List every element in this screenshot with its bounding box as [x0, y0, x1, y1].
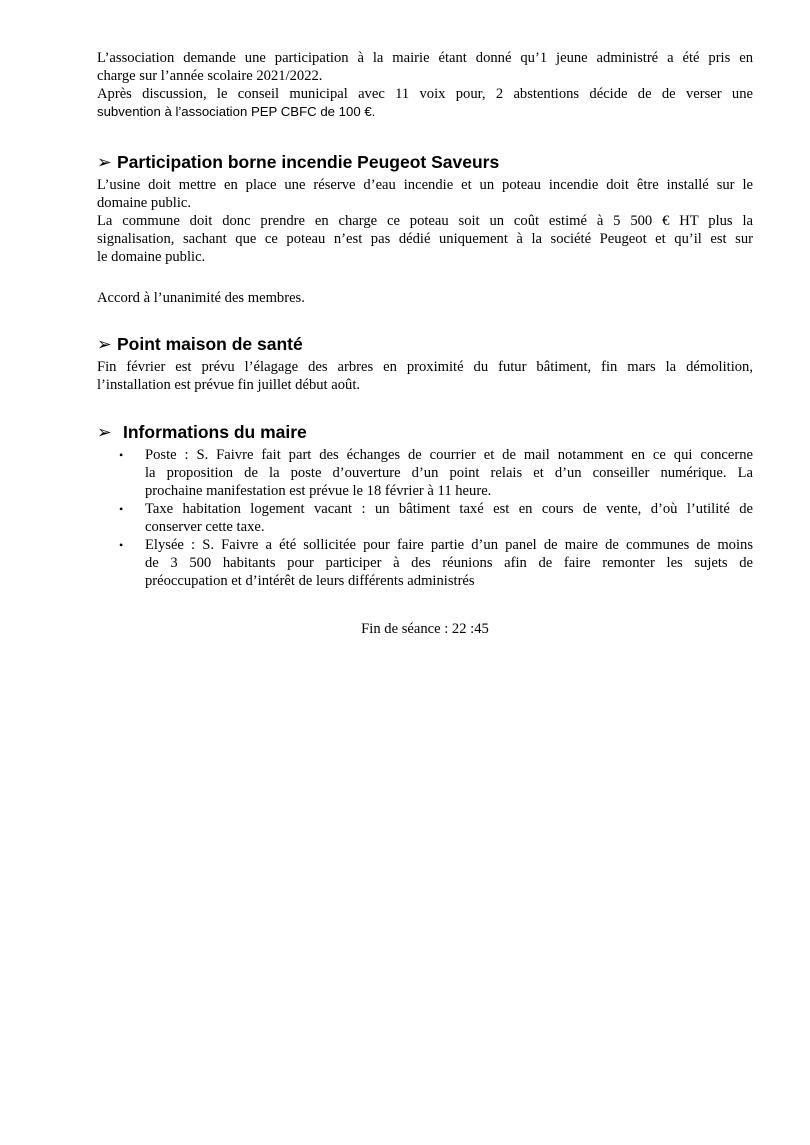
section-heading-borne-incendie — [97, 151, 499, 173]
intro-paragraph — [97, 49, 753, 121]
section-paragraph — [97, 358, 753, 394]
text-line: La commune doit donc prendre en charge ce poteau soit un coût estimé à 5 500 € HT plus la — [97, 213, 753, 229]
text-line: subvention à l’association PEP CBFC de 100 €. — [97, 104, 376, 119]
section-title: Point maison de santé — [117, 334, 303, 354]
section-heading-maison-sante — [97, 333, 303, 355]
text-line: charge sur l’année scolaire 2021/2022. — [97, 68, 323, 84]
text-line: domaine public. — [97, 195, 192, 211]
bullet-dot-icon: • — [119, 538, 124, 552]
text-line: L’association demande une participation à la mairie étant donné qu’1 jeune administré a été pris en — [97, 50, 753, 66]
text-line: la proposition de la poste d’ouverture d’un point relais et d’un conseiller numérique. La — [145, 465, 753, 481]
section-title: Participation borne incendie Peugeot Saveurs — [117, 152, 500, 172]
text-line: préoccupation et d’intérêt de leurs différents administrés — [145, 573, 475, 589]
text-line: L’usine doit mettre en place une réserve d’eau incendie et un poteau incendie doit être installé sur le — [97, 177, 753, 193]
list-item — [119, 446, 753, 500]
arrow-bullet-icon: ➢ — [97, 422, 112, 442]
text-line: conserver cette taxe. — [145, 519, 265, 535]
text-line: Après discussion, le conseil municipal avec 11 voix pour, 2 abstentions décide de de verser une — [97, 86, 753, 102]
end-of-session: Fin de séance : 22 :45 — [361, 621, 489, 637]
arrow-bullet-icon: ➢ — [97, 152, 112, 172]
text-line: Elysée : S. Faivre a été sollicitée pour faire partie d’un panel de maire de communes de moins — [145, 537, 753, 553]
list-item — [119, 500, 753, 536]
text-line: Poste : S. Faivre fait part des échanges de courrier et de mail notamment en ce qui concerne — [145, 447, 753, 463]
section-heading-informations-maire — [97, 421, 307, 443]
bullet-list — [119, 446, 753, 590]
bullet-dot-icon: • — [119, 448, 124, 462]
arrow-bullet-icon: ➢ — [97, 334, 112, 354]
section-paragraph — [97, 176, 753, 266]
text-line: signalisation, sachant que ce poteau n’est pas dédié uniquement à la société Peugeot et qu’il est sur — [97, 231, 753, 247]
text-line: Taxe habitation logement vacant : un bâtiment taxé est en cours de vente, d’où l’utilité de — [145, 501, 753, 517]
bullet-dot-icon: • — [119, 502, 124, 516]
text-line: Accord à l’unanimité des membres. — [97, 290, 305, 306]
text-line: Fin février est prévu l’élagage des arbres en proximité du futur bâtiment, fin mars la démolition, — [97, 359, 753, 375]
text-line: prochaine manifestation est prévue le 18 février à 11 heure. — [145, 483, 492, 499]
list-item — [119, 536, 753, 590]
section-title: Informations du maire — [123, 422, 307, 442]
accord-text — [97, 289, 753, 307]
text-line: le domaine public. — [97, 249, 206, 265]
text-line: l’installation est prévue fin juillet début août. — [97, 377, 361, 393]
text-line: de 3 500 habitants pour participer à des réunions afin de faire remonter les sujets de — [145, 555, 753, 571]
